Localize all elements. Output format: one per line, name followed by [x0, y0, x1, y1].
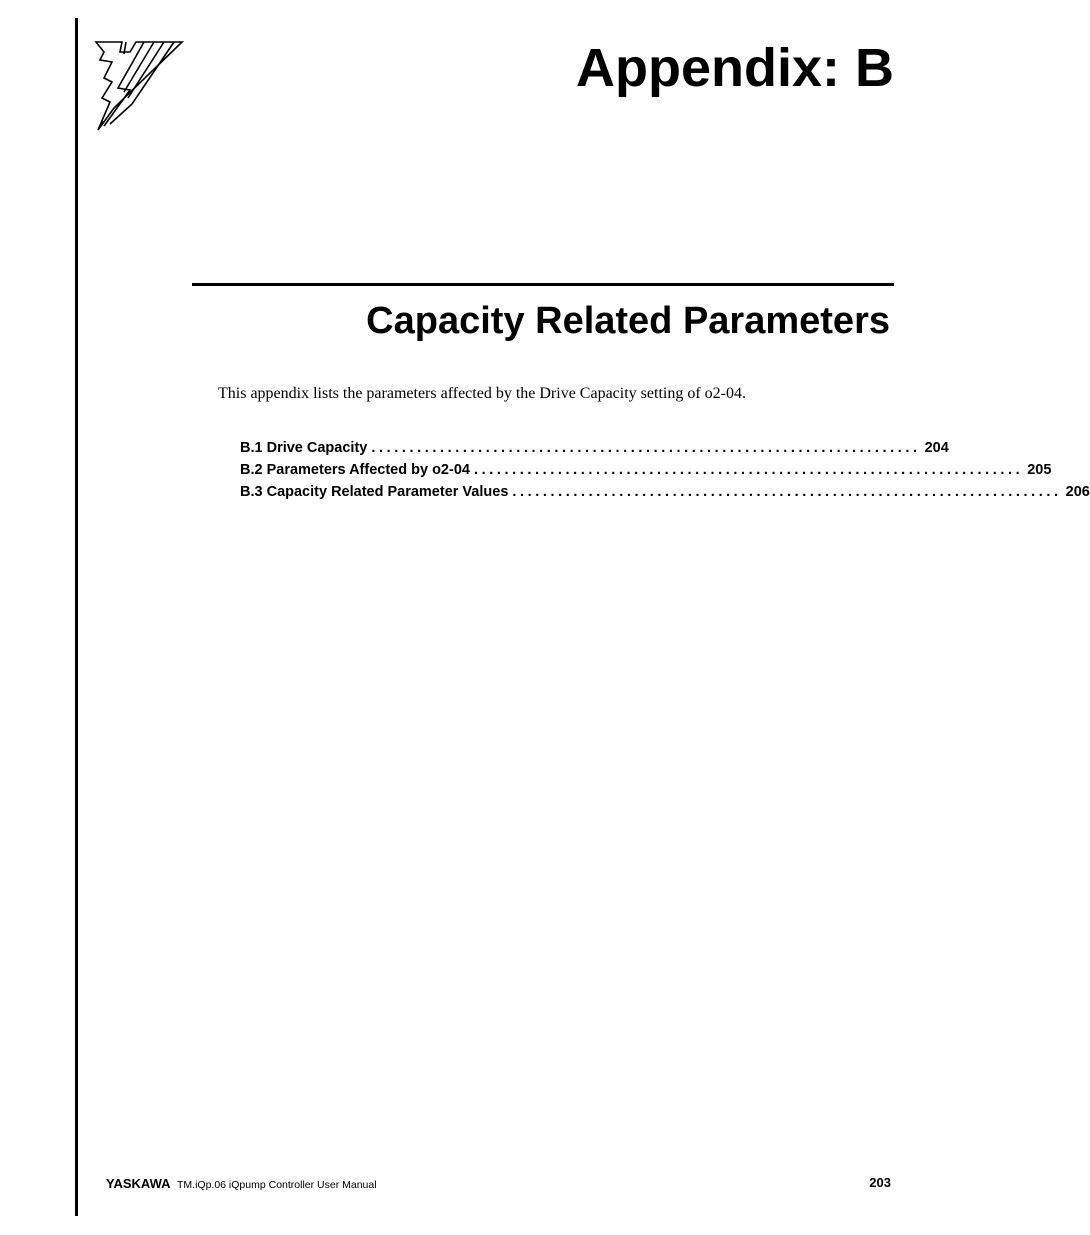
- toc-entry-page: 205: [1027, 462, 1052, 478]
- toc-entry-title: B.2 Parameters Affected by o2-04: [240, 462, 470, 478]
- appendix-title: Appendix: B: [576, 38, 894, 98]
- toc-dot-leader: ........................................................................: [512, 484, 1062, 500]
- toc-entry-title: B.3 Capacity Related Parameter Values: [240, 484, 509, 500]
- toc-dot-leader: ........................................................................: [473, 462, 1024, 478]
- toc-entry-title: B.1 Drive Capacity: [240, 440, 368, 456]
- footer-manual-info: [106, 1175, 377, 1193]
- toc-entry-page: 206: [1065, 484, 1090, 500]
- left-margin-rule: [75, 18, 78, 1216]
- intro-paragraph: This appendix lists the parameters affected by the Drive Capacity setting of o2-04.: [218, 385, 746, 402]
- section-title: Capacity Related Parameters: [366, 300, 890, 342]
- toc-entry[interactable]: [240, 437, 949, 459]
- toc-entry[interactable]: [240, 481, 1090, 503]
- table-of-contents: [240, 437, 1090, 503]
- yaskawa-logo-icon: [92, 38, 186, 134]
- toc-entry[interactable]: [240, 459, 1052, 481]
- toc-entry-page: 204: [924, 440, 949, 456]
- section-divider: [192, 283, 894, 286]
- footer-brand: YASKAWA: [106, 1176, 171, 1191]
- toc-dot-leader: ........................................................................: [371, 440, 921, 456]
- footer-manual-title: TM.iQp.06 iQpump Controller User Manual: [177, 1179, 377, 1191]
- footer-page-number: 203: [869, 1175, 891, 1190]
